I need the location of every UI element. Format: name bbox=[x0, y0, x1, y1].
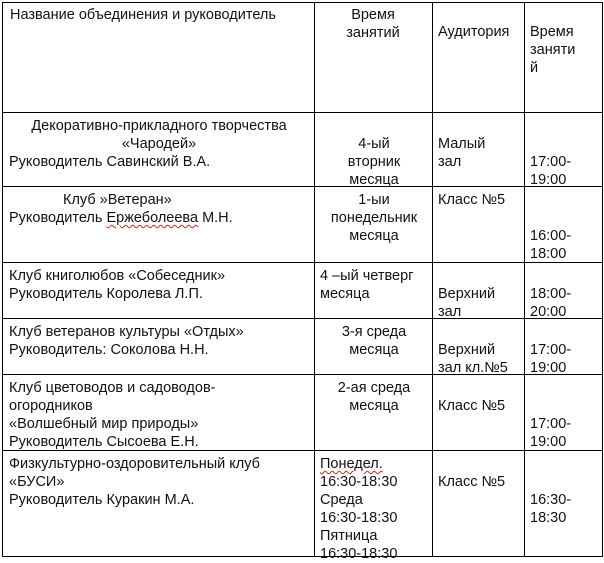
club-room: Класс №5 bbox=[438, 474, 506, 490]
hours-cell bbox=[525, 187, 603, 263]
club-cell bbox=[3, 263, 315, 319]
header-room: Аудитория bbox=[438, 24, 510, 40]
club-leader: Руководитель Савинский В.А. bbox=[9, 154, 211, 170]
club-hours: 16:30- 18:30 bbox=[530, 492, 572, 526]
club-hours: 18:00- 20:00 bbox=[530, 286, 572, 320]
club-title: Клуб »Ветеран» bbox=[63, 192, 172, 208]
club-leader: Руководитель Куракин М.А. bbox=[9, 492, 195, 508]
time-cell bbox=[315, 319, 433, 375]
room-cell bbox=[433, 375, 525, 451]
schedule-table bbox=[2, 2, 603, 562]
header-hours: Время заняти й bbox=[530, 24, 576, 76]
club-time: 16:30-18:30 Среда 16:30-18:30 Пятница 16:30-18:30 bbox=[320, 474, 398, 562]
hours-cell bbox=[525, 451, 603, 557]
club-room: Малый зал bbox=[438, 136, 486, 170]
club-title: Декоративно-прикладного творчества «Чародей» bbox=[31, 118, 287, 152]
table-row bbox=[3, 319, 603, 375]
club-time: 4-ый вторник месяца bbox=[347, 136, 401, 188]
time-cell bbox=[315, 375, 433, 451]
club-leader: Руководитель Ержеболеева М.Н. bbox=[9, 210, 233, 226]
club-time: 2-ая среда месяца bbox=[337, 380, 411, 414]
hours-cell bbox=[525, 375, 603, 451]
time-cell bbox=[315, 113, 433, 187]
club-hours: 17:00- 19:00 bbox=[530, 342, 572, 376]
club-leader: Руководитель Сысоева Е.Н. bbox=[9, 434, 199, 450]
time-cell bbox=[315, 263, 433, 319]
room-cell bbox=[433, 263, 525, 319]
club-time: 3-я среда месяца bbox=[341, 324, 407, 358]
table-row bbox=[3, 451, 603, 557]
room-cell bbox=[433, 187, 525, 263]
table-row bbox=[3, 113, 603, 187]
spellcheck-underline: Ержеболеева bbox=[106, 210, 199, 226]
time-cell bbox=[315, 187, 433, 263]
club-cell bbox=[3, 319, 315, 375]
header-row bbox=[3, 3, 603, 113]
club-time: 4 –ый четверг месяца bbox=[320, 268, 414, 302]
header-room-cell bbox=[433, 3, 525, 113]
club-leader: Руководитель: Соколова Н.Н. bbox=[9, 342, 209, 358]
club-time-day1: Понедел. bbox=[320, 456, 383, 472]
club-time: 1-ыи понедельник месяца bbox=[330, 192, 418, 244]
club-room: Верхний зал bbox=[438, 286, 496, 320]
header-name-cell bbox=[3, 3, 315, 113]
room-cell bbox=[433, 319, 525, 375]
club-hours: 17:00- 19:00 bbox=[530, 154, 572, 188]
table-row bbox=[3, 187, 603, 263]
club-title: Физкультурно-оздоровительный клуб «БУСИ» bbox=[9, 456, 260, 490]
header-time-cell bbox=[315, 3, 433, 113]
hours-cell bbox=[525, 319, 603, 375]
time-cell bbox=[315, 451, 433, 562]
club-hours: 16:00- 18:00 bbox=[530, 228, 572, 262]
club-room: Класс №5 bbox=[438, 192, 506, 208]
header-hours-cell bbox=[525, 3, 603, 113]
club-room: Верхний зал кл.№5 bbox=[438, 342, 508, 376]
club-cell bbox=[3, 187, 315, 263]
club-cell bbox=[3, 113, 315, 187]
header-name: Название объединения и руководитель bbox=[10, 7, 276, 23]
club-cell bbox=[3, 451, 315, 557]
room-cell bbox=[433, 113, 525, 187]
table-row bbox=[3, 263, 603, 319]
club-leader: Руководитель Королева Л.П. bbox=[9, 286, 203, 302]
table-row bbox=[3, 375, 603, 451]
club-title: Клуб книголюбов «Собеседник» bbox=[9, 268, 226, 284]
room-cell bbox=[433, 451, 525, 557]
club-title: Клуб ветеранов культуры «Отдых» bbox=[9, 324, 244, 340]
club-hours: 17:00- 19:00 bbox=[530, 416, 572, 450]
club-title: Клуб цветоводов и садоводов- огородников «Волшебный мир природы» bbox=[9, 380, 216, 432]
club-room: Класс №5 bbox=[438, 398, 506, 414]
hours-cell bbox=[525, 113, 603, 187]
club-cell bbox=[3, 375, 315, 451]
header-time: Время занятий bbox=[346, 7, 400, 41]
hours-cell bbox=[525, 263, 603, 319]
